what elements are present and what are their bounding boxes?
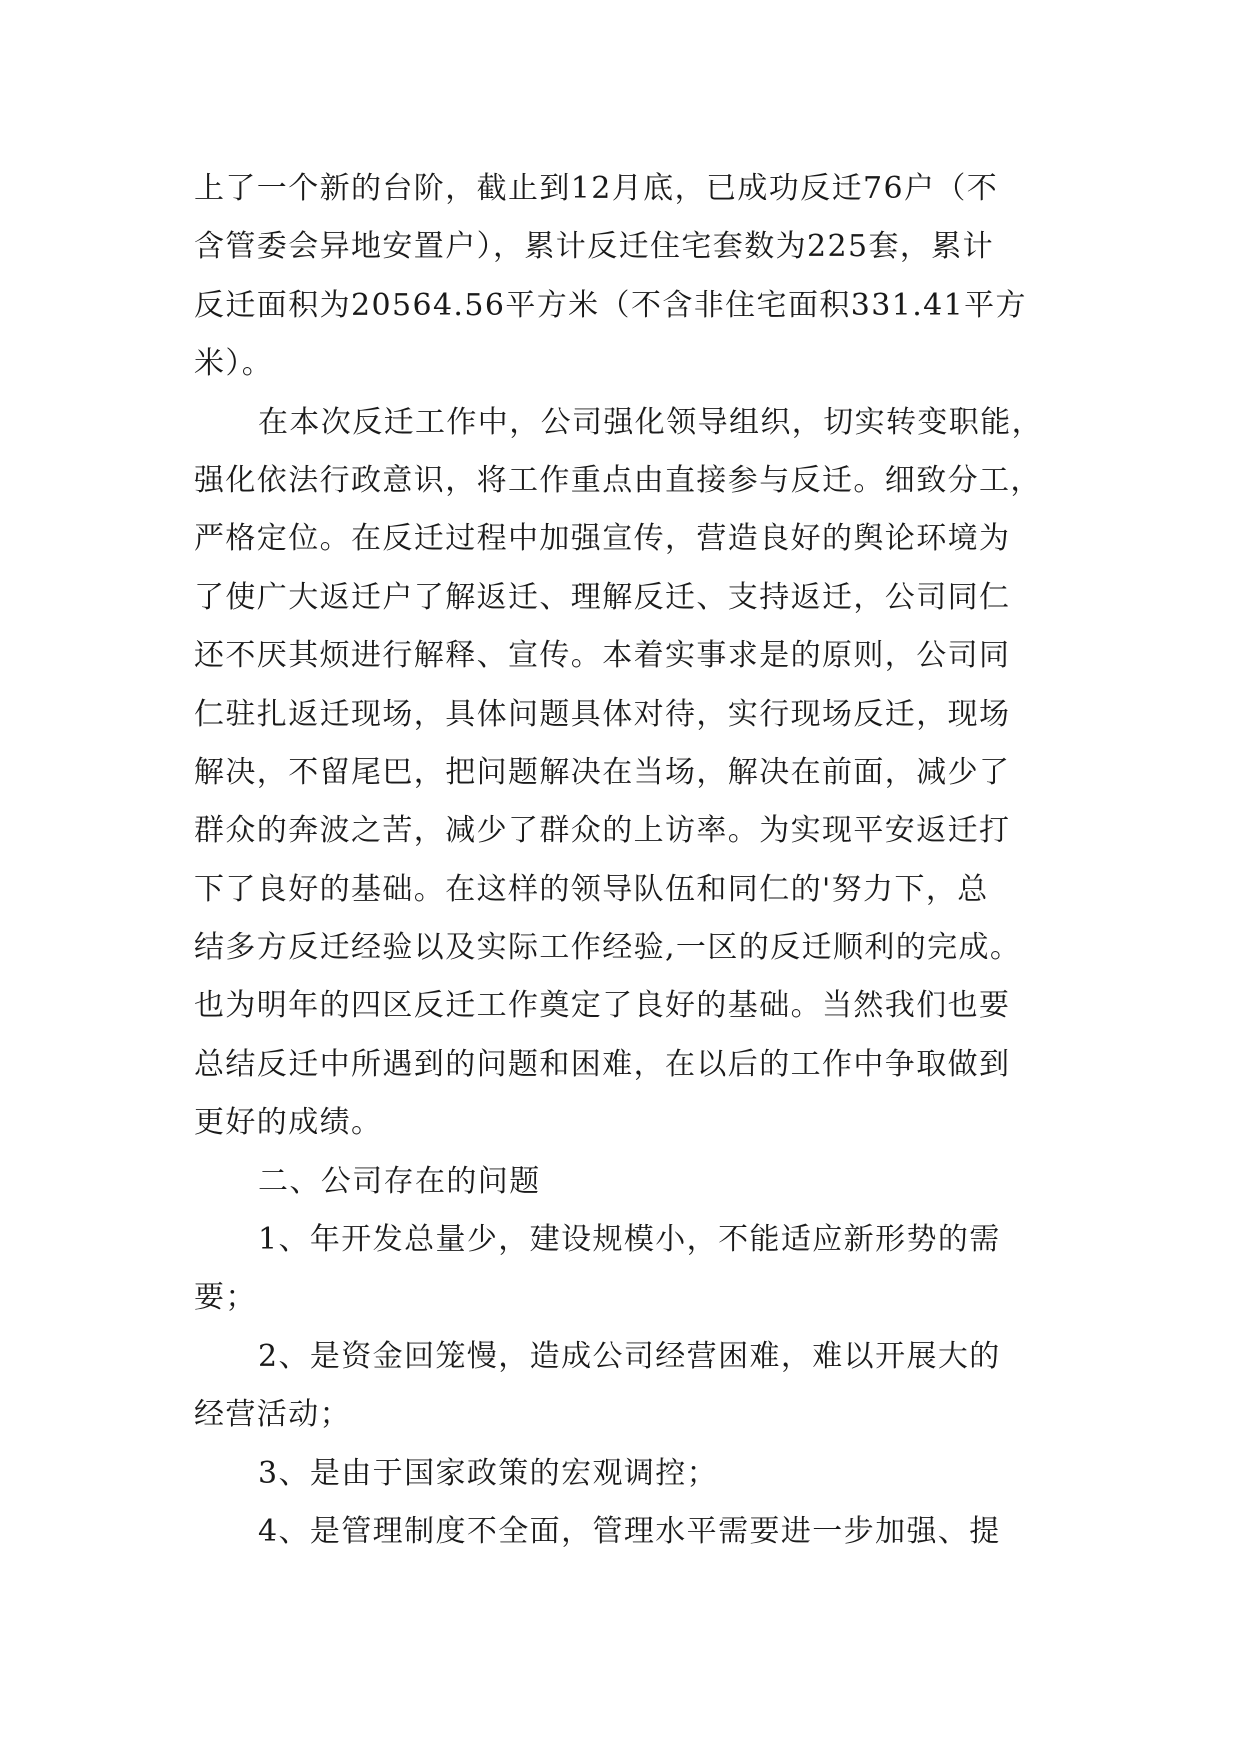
list-item-continuation: 经营活动；: [194, 1397, 351, 1433]
text-line: 也为明年的四区反迁工作奠定了良好的基础。当然我们也要: [194, 988, 1011, 1024]
text-line: 强化依法行政意识，将工作重点由直接参与反迁。细致分工，: [194, 462, 1042, 498]
text-line: 解决，不留尾巴，把问题解决在当场，解决在前面，减少了: [194, 754, 1011, 790]
text-line: 米）。: [194, 346, 274, 382]
section-heading: 二、公司存在的问题: [258, 1163, 541, 1199]
document-body: [194, 160, 1064, 1561]
text-line: 仁驻扎返迁现场，具体问题具体对待，实行现场反迁，现场: [194, 696, 1011, 732]
list-item: 1、年开发总量少，建设规模小，不能适应新形势的需: [258, 1222, 1001, 1258]
text-line: 还不厌其烦进行解释、宣传。本着实事求是的原则，公司同: [194, 638, 1011, 674]
text-line: 结多方反迁经验以及实际工作经验,一区的反迁顺利的完成。: [194, 930, 1022, 966]
text-line: 严格定位。在反迁过程中加强宣传，营造良好的舆论环境为: [194, 521, 1011, 557]
text-line: 含管委会异地安置户），累计反迁住宅套数为225套，累计: [194, 229, 995, 265]
list-item: 2、是资金回笼慢，造成公司经营困难，难以开展大的: [258, 1338, 1001, 1374]
text-line: 在本次反迁工作中，公司强化领导组织，切实转变职能，: [258, 404, 1043, 440]
list-item-continuation: 要；: [194, 1280, 257, 1316]
list-item: 3、是由于国家政策的宏观调控；: [258, 1455, 719, 1491]
text-line: 总结反迁中所遇到的问题和困难，在以后的工作中争取做到: [194, 1046, 1011, 1082]
text-line: 了使广大返迁户了解返迁、理解反迁、支持返迁，公司同仁: [194, 579, 1011, 615]
text-line: 反迁面积为20564.56平方米（不含非住宅面积331.41平方: [194, 287, 1027, 323]
text-line: 更好的成绩。: [194, 1105, 383, 1141]
list-item: 4、是管理制度不全面，管理水平需要进一步加强、提: [258, 1513, 1001, 1549]
text-line: 下了良好的基础。在这样的领导队伍和同仁的'努力下，总: [194, 871, 989, 907]
text-line: 群众的奔波之苦，减少了群众的上访率。为实现平安返迁打: [194, 813, 1011, 849]
text-line: 上了一个新的台阶，截止到12月底，已成功反迁76户（不: [194, 171, 999, 206]
